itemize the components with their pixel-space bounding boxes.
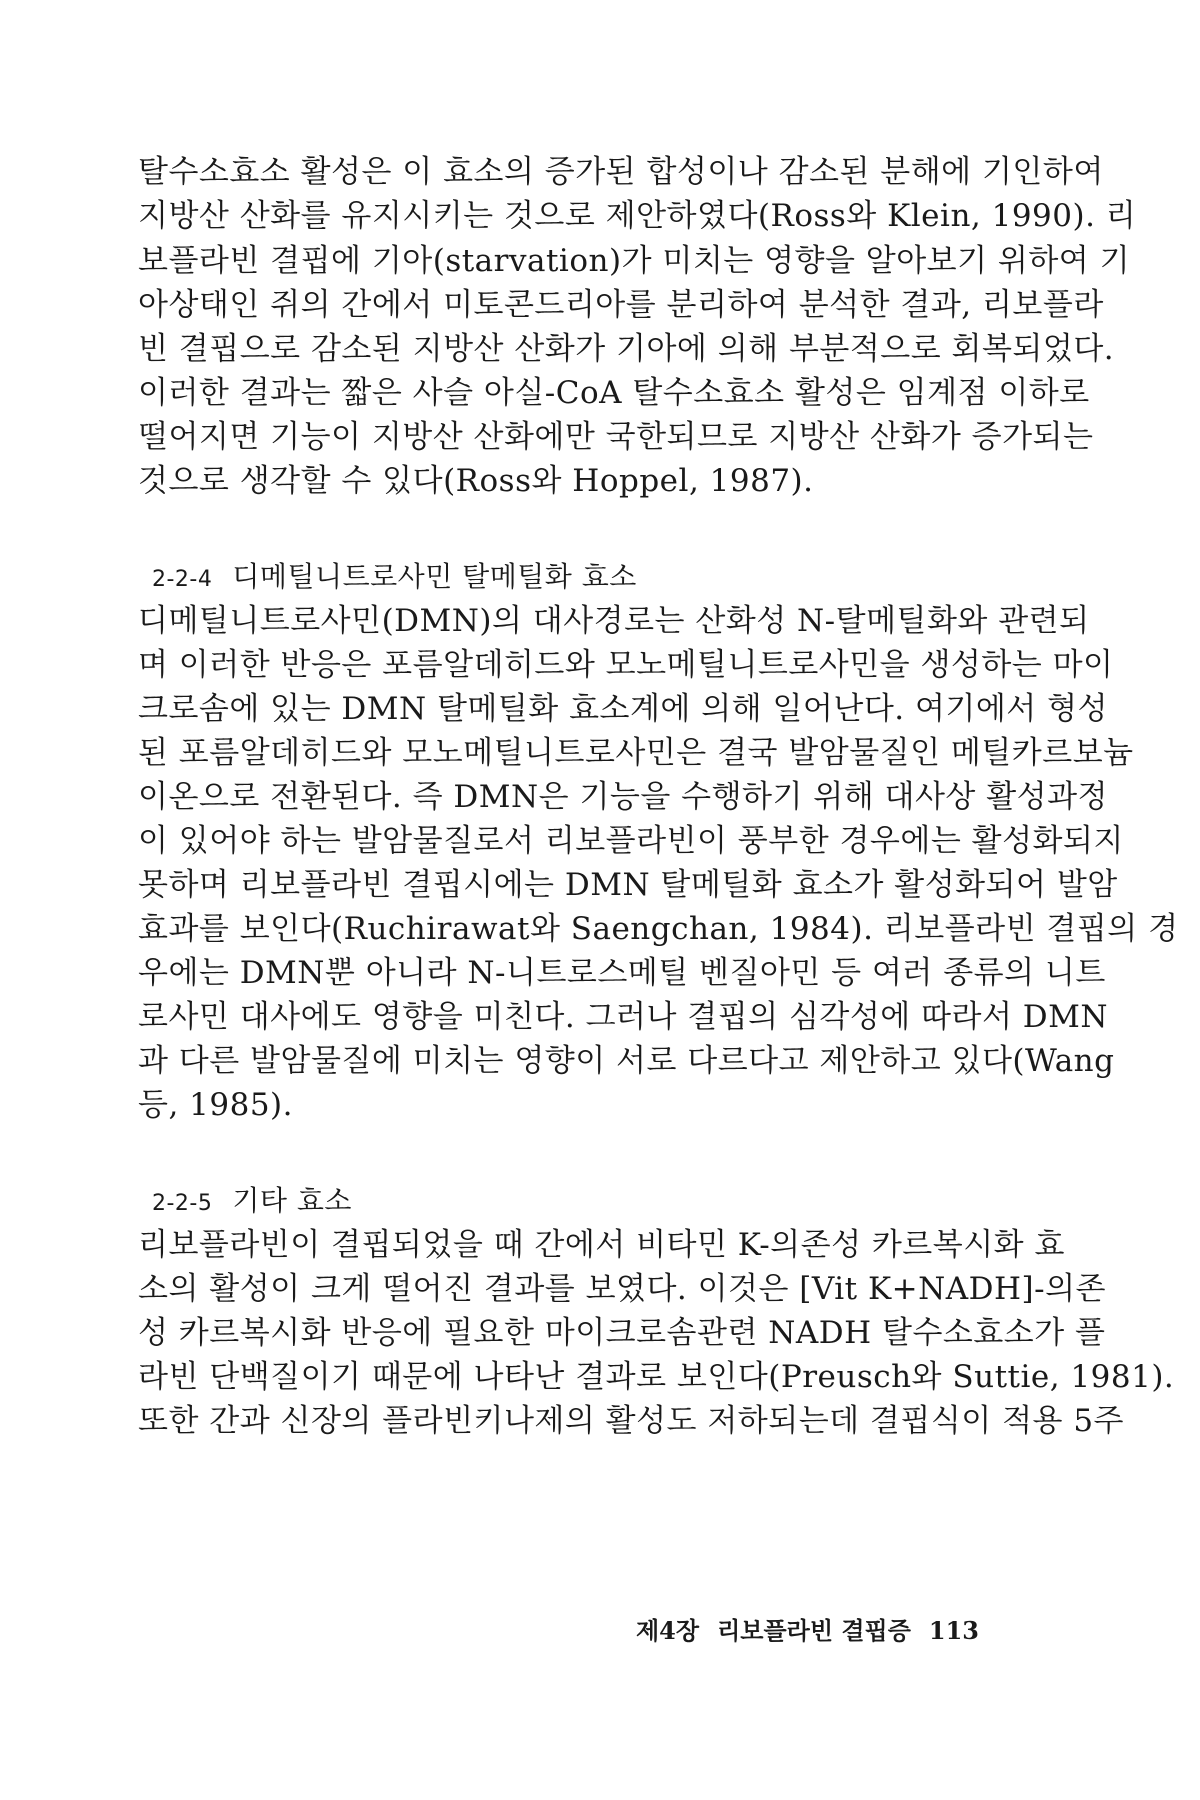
paragraph-3-line: 소의 활성이 크게 떨어진 결과를 보였다. 이것은 [Vit K+NADH]-의존 <box>138 1271 1106 1307</box>
paragraph-2-line: 등, 1985). <box>138 1087 293 1123</box>
paragraph-1-line: 아상태인 쥐의 간에서 미토콘드리아를 분리하여 분석한 결과, 리보플라 <box>138 287 1104 323</box>
chapter-title: 리보플라빈 결핍증 <box>717 1616 911 1645</box>
section-title: 기타 효소 <box>232 1184 352 1217</box>
section-heading <box>152 557 637 600</box>
section-number: 2-2-5 <box>152 1191 213 1216</box>
page-footer <box>636 1614 997 1648</box>
page-number: 113 <box>928 1616 980 1645</box>
paragraph-1-line: 탈수소효소 활성은 이 효소의 증가된 합성이나 감소된 분해에 기인하여 <box>138 154 1104 190</box>
paragraph-3-line: 성 카르복시화 반응에 필요한 마이크로솜관련 NADH 탈수소효소가 플 <box>138 1315 1106 1351</box>
paragraph-2-line: 크로솜에 있는 DMN 탈메틸화 효소계에 의해 일어난다. 여기에서 형성 <box>138 691 1109 727</box>
paragraph-2-line: 이 있어야 하는 발암물질로서 리보플라빈이 풍부한 경우에는 활성화되지 <box>138 823 1124 859</box>
paragraph-1-line: 빈 결핍으로 감소된 지방산 산화가 기아에 의해 부분적으로 회복되었다. <box>138 331 1115 367</box>
paragraph-2-line: 된 포름알데히드와 모노메틸니트로사민은 결국 발암물질인 메틸카르보늄 <box>138 735 1134 771</box>
paragraph-1-line: 보플라빈 결핍에 기아(starvation)가 미치는 영향을 알아보기 위하여 기 <box>138 243 1131 279</box>
paragraph-1-line: 이러한 결과는 짧은 사슬 아실-CoA 탈수소효소 활성은 임계점 이하로 <box>138 375 1090 411</box>
paragraph-3-line: 리보플라빈이 결핍되었을 때 간에서 비타민 K-의존성 카르복시화 효 <box>138 1227 1065 1263</box>
paragraph-2-line: 며 이러한 반응은 포름알데히드와 모노메틸니트로사민을 생성하는 마이 <box>138 647 1114 683</box>
chapter-number: 제4장 <box>636 1616 700 1645</box>
paragraph-1-line: 지방산 산화를 유지시키는 것으로 제안하였다(Ross와 Klein, 1990). 리 <box>138 198 1137 234</box>
section-title: 디메틸니트로사민 탈메틸화 효소 <box>232 560 637 593</box>
paragraph-3-line: 또한 간과 신장의 플라빈키나제의 활성도 저하되는데 결핍식이 적용 5주 <box>138 1403 1124 1439</box>
paragraph-2-line: 로사민 대사에도 영향을 미친다. 그러나 결핍의 심각성에 따라서 DMN <box>138 999 1109 1035</box>
paragraph-3-line: 라빈 단백질이기 때문에 나타난 결과로 보인다(Preusch와 Suttie, 1981). <box>138 1359 1175 1395</box>
section-number: 2-2-4 <box>152 567 213 592</box>
paragraph-2-line: 우에는 DMN뿐 아니라 N-니트로스메틸 벤질아민 등 여러 종류의 니트 <box>138 955 1106 991</box>
paragraph-2-line: 못하며 리보플라빈 결핍시에는 DMN 탈메틸화 효소가 활성화되어 발암 <box>138 867 1118 903</box>
paragraph-1-line: 떨어지면 기능이 지방산 산화에만 국한되므로 지방산 산화가 증가되는 <box>138 419 1094 455</box>
paragraph-1-line: 것으로 생각할 수 있다(Ross와 Hoppel, 1987). <box>138 463 814 499</box>
section-heading <box>152 1181 352 1224</box>
paragraph-2-line: 이온으로 전환된다. 즉 DMN은 기능을 수행하기 위해 대사상 활성과정 <box>138 779 1109 815</box>
paragraph-2-line: 효과를 보인다(Ruchirawat와 Saengchan, 1984). 리보플라빈 결핍의 경 <box>138 911 1179 947</box>
paragraph-2-line: 디메틸니트로사민(DMN)의 대사경로는 산화성 N-탈메틸화와 관련되 <box>138 603 1090 639</box>
paragraph-2-line: 과 다른 발암물질에 미치는 영향이 서로 다르다고 제안하고 있다(Wang <box>138 1043 1115 1079</box>
